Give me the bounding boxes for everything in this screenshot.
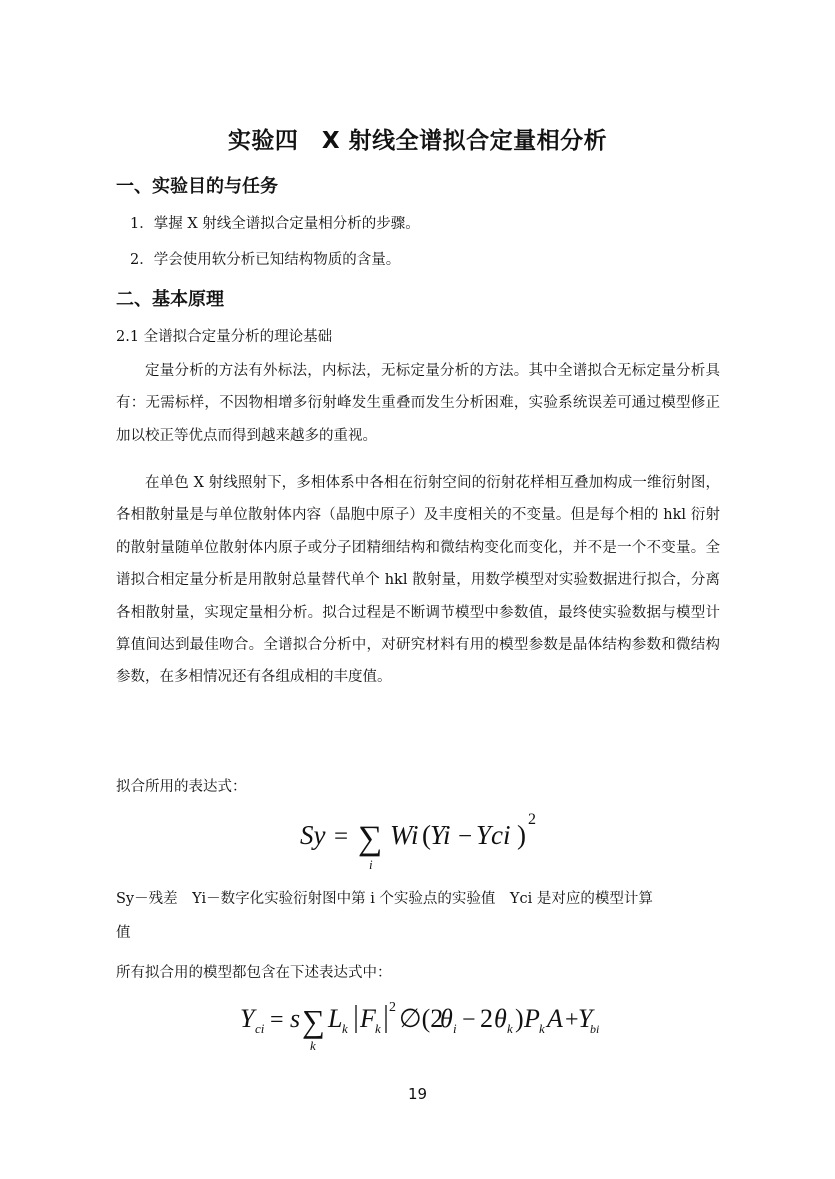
svg-text:A: A [547,1004,563,1033]
svg-text:P: P [524,1004,540,1033]
svg-text:k: k [310,1038,316,1053]
formula-residual-graphic [300,806,545,872]
page-number: 19 [407,1085,428,1103]
svg-text:Yi: Yi [430,820,451,850]
svg-text:ci: ci [255,1021,265,1036]
svg-text:k: k [342,1021,348,1036]
page-title: 实验四 X 射线全谱拟合定量相分析 [227,128,608,154]
svg-text:k: k [539,1021,545,1036]
svg-text:): ) [517,820,526,850]
svg-text:k: k [375,1021,381,1036]
svg-text:Yci: Yci [476,820,511,850]
objective-item-2: 2．学会使用软分析已知结构物质的含量。 [130,252,401,268]
svg-text:=: = [334,823,349,850]
svg-text:L: L [328,1004,343,1033]
section-heading-objectives: 一、实验目的与任务 [116,176,278,197]
svg-text:∑: ∑ [358,820,383,857]
svg-text:+: + [565,1007,579,1033]
formula-explanation-line-2: 值 [116,925,131,941]
section-heading-principle: 二、基本原理 [116,289,224,310]
svg-text:): ) [515,1004,524,1033]
formula-explanation-line-1: Sy－残差 Yi－数字化实验衍射图中第 i 个实验点的实验值 Yci 是对应的模型计算 [116,891,653,907]
svg-text:s: s [290,1004,301,1033]
svg-text:bi: bi [590,1022,600,1036]
svg-text:i: i [369,857,373,872]
paragraph-full-pattern-fitting: 在单色 X 射线照射下，多相体系中各相在衍射空间的衍射花样相互叠加构成一维衍射图，各相散射量是与单位散射体内容（晶胞中原子）及丰度相关的不变量。但是每个相的 hkl 衍射的散射量随单位散射体内原子或分子团精细结构和微结构变化而变化，并不是一个不变量。全谱拟合相定量分析是用散射总量替代单个 hkl 散射量，用数学模型对实验数据进行拟合，分离各相散射量，实现定量相分析。拟合过程是不断调节模型中参数值，最终使实验数据与模型计算值间达到最佳吻合。全谱拟合分析中，对研究材料有用的模型参数是晶体结构参数和微结构参数，在多相情况还有各组成相的丰度值。 [116,475,720,686]
svg-text:2: 2 [528,811,536,828]
svg-text:θ: θ [440,1004,453,1033]
formula-intro: 拟合所用的表达式： [116,779,247,795]
svg-text:Y: Y [578,1004,593,1033]
svg-text:k: k [507,1021,513,1036]
svg-text:∅(2: ∅(2 [399,1004,444,1033]
objective-item-1: 1．掌握 X 射线全谱拟合定量相分析的步骤。 [130,216,420,232]
svg-text:2: 2 [389,1000,396,1015]
subsection-heading: 2.1 全谱拟合定量分析的理论基础 [116,329,333,345]
svg-text:∑: ∑ [302,1003,325,1039]
svg-text:θ: θ [494,1004,507,1033]
svg-text:−: − [458,823,473,850]
svg-text:(: ( [422,820,431,850]
svg-text:F: F [360,1004,376,1033]
paragraph-quantitative-methods: 定量分析的方法有外标法，内标法，无标定量分析的方法。其中全谱拟合无标定量分析具有：无需标样，不因物相增多衍射峰发生重叠而发生分析困难，实验系统误差可通过模型修正加以校正等优点而得到越来越多的重视。 [116,363,720,444]
formula-model [240,995,600,1055]
formula-model-graphic [240,995,600,1055]
svg-text:2: 2 [480,1004,493,1033]
svg-text:i: i [453,1021,457,1036]
svg-text:Wi: Wi [390,820,419,850]
svg-text:−: − [462,1007,476,1033]
svg-text:Sy: Sy [300,820,326,850]
model-expression-intro: 所有拟合用的模型都包含在下述表达式中： [116,965,392,981]
formula-residual [300,806,545,872]
svg-text:Y: Y [240,1004,255,1033]
svg-text:=: = [270,1007,284,1033]
